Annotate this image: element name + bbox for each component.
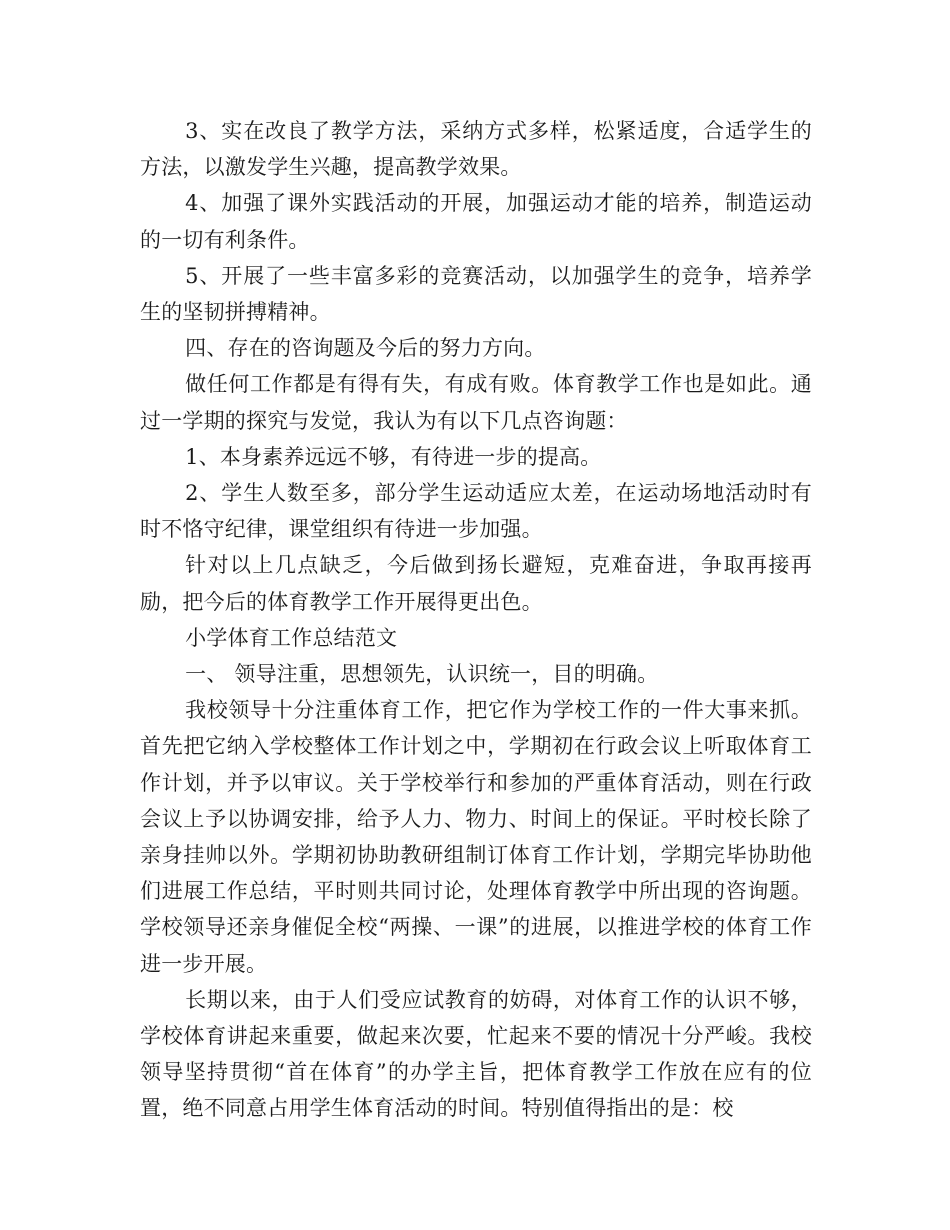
paragraph-teaching-methods: 3、实在改良了教学方法，采纳方式多样，松紧适度，合适学生的方法，以激发学生兴趣，提高教学效果。 (140, 119, 812, 180)
paragraph-extracurricular: 4、加强了课外实践活动的开展，加强运动才能的培养，制造运动的一切有利条件。 (140, 191, 812, 252)
paragraph-problems-intro: 做任何工作都是有得有失，有成有败。体育教学工作也是如此。通过一学期的探究与发觉，我认为有以下几点咨询题： (140, 372, 812, 433)
paragraph-problem-1: 1、本身素养远远不够，有待进一步的提高。 (185, 444, 602, 469)
section-heading-problems: 四、存在的咨询题及今后的努力方向。 (185, 336, 546, 361)
paragraph-long-term: 长期以来，由于人们受应试教育的妨碍，对体育工作的认识不够，学校体育讲起来重要，做起来次要，忙起来不要的情况十分严峻。我校领导坚持贯彻“首在体育”的办学主旨，把体育教学工作放在应有的位置，绝不同意占用学生体育活动的时间。特别值得指出的是：校 (140, 987, 812, 1121)
paragraph-improvement: 针对以上几点缺乏，今后做到扬长避短，克难奋进，争取再接再励，把今后的体育教学工作开展得更出色。 (140, 553, 812, 614)
document-body (140, 113, 812, 1127)
paragraph-problem-2: 2、学生人数至多，部分学生运动适应太差，在运动场地活动时有时不恪守纪律，课堂组织有待进一步加强。 (140, 481, 812, 542)
document-subtitle: 小学体育工作总结范文 (185, 625, 398, 650)
paragraph-leadership: 我校领导十分注重体育工作，把它作为学校工作的一件大事来抓。首先把它纳入学校整体工作计划之中，学期初在行政会议上听取体育工作计划，并予以审议。关于学校举行和参加的严重体育活动，则在行政会议上予以协调安排，给予人力、物力、时间上的保证。平时校长除了亲身挂帅以外。学期初协助教研组制订体育工作计划，学期完毕协助他们进展工作总结，平时则共同讨论，处理体育教学中所出现的咨询题。学校领导还亲身催促全校“两操、一课”的进展，以推进学校的体育工作进一步开展。 (140, 698, 812, 976)
section-heading-leadership: 一、 领导注重，思想领先，认识统一，目的明确。 (185, 662, 659, 687)
paragraph-competitions: 5、开展了一些丰富多彩的竞赛活动，以加强学生的竞争，培养学生的坚韧拼搏精神。 (140, 263, 812, 325)
